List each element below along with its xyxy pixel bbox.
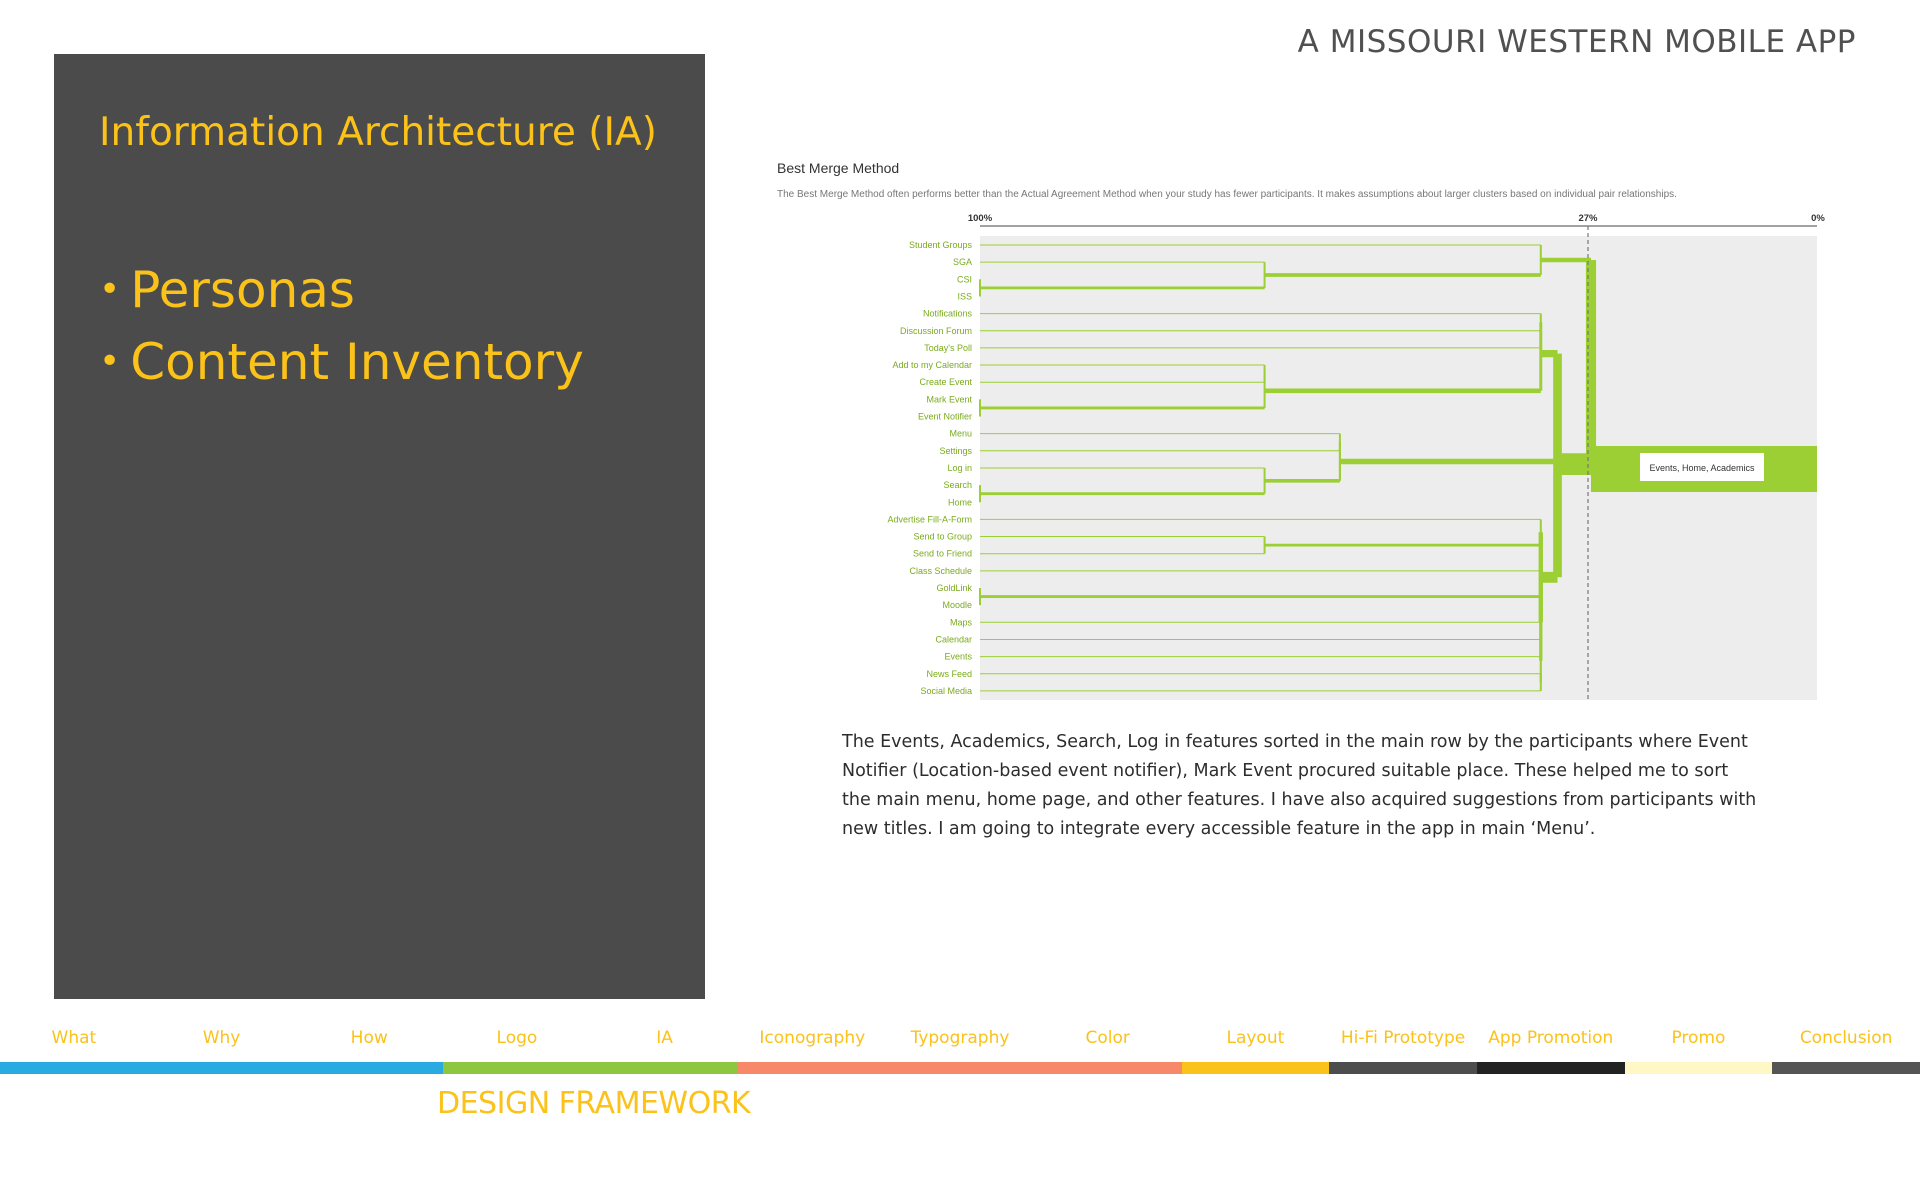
leaf-label: Event Notifier <box>917 411 972 422</box>
leaf-label: Send to Friend <box>912 548 972 559</box>
leaf-label: Calendar <box>935 634 972 645</box>
panel-item-label: Content Inventory <box>130 333 584 391</box>
leaf-label: Class Schedule <box>909 565 972 576</box>
panel-item-content-inventory <box>99 326 584 398</box>
leaf-label: Create Event <box>919 377 972 388</box>
cluster-label: Events, Home, Academics <box>1649 463 1755 473</box>
nav-color-bar <box>591 1062 740 1074</box>
nav-item-what[interactable]: What <box>51 1028 97 1048</box>
section-nav <box>0 1028 1920 1058</box>
nav-color-bar <box>1772 1062 1920 1074</box>
dendrogram-title: Best Merge Method <box>777 160 900 176</box>
nav-color-bar <box>1034 1062 1183 1074</box>
leaf-label: Log in <box>947 462 972 473</box>
description-text: The Events, Academics, Search, Log in features sorted in the main row by the participants where Event Notifier (Location-based event notifier), Mark Event procured suitable place. These helped me to sort the main menu, home page, and other features. I have also acquired suggestions from participants with new titles. I am going to integrate every accessible feature in the app in main ‘Menu’. <box>842 732 1757 839</box>
leaf-label: SGA <box>952 257 972 268</box>
axis-label-right: 0% <box>1811 213 1825 224</box>
panel-list <box>99 254 584 398</box>
leaf-label: GoldLink <box>936 583 972 593</box>
leaf-label: Send to Group <box>913 531 972 542</box>
leaf-label: Settings <box>939 445 972 456</box>
nav-item-color[interactable]: Color <box>1085 1028 1130 1048</box>
nav-color-bar <box>1477 1062 1626 1074</box>
nav-item-app-promotion[interactable]: App Promotion <box>1488 1028 1614 1048</box>
nav-color-bar <box>0 1062 149 1074</box>
nav-item-promo[interactable]: Promo <box>1671 1028 1726 1048</box>
panel-item-label: Personas <box>130 261 355 319</box>
dendrogram-chart <box>770 150 1830 710</box>
page-title: A MISSOURI WESTERN MOBILE APP <box>1297 24 1856 60</box>
leaf-label: Maps <box>949 617 972 628</box>
nav-color-bar <box>886 1062 1035 1074</box>
leaf-label: Social Media <box>920 685 972 696</box>
section-nav-bars <box>0 1062 1920 1074</box>
dendrogram-leaves <box>887 240 972 696</box>
nav-item-hi-fi-prototype[interactable]: Hi-Fi Prototype <box>1340 1028 1466 1048</box>
nav-color-bar <box>295 1062 444 1074</box>
nav-item-conclusion[interactable]: Conclusion <box>1799 1028 1893 1048</box>
nav-item-ia[interactable]: IA <box>656 1028 673 1048</box>
leaf-label: Discussion Forum <box>899 325 972 336</box>
leaf-label: ISS <box>957 291 972 302</box>
nav-color-bar <box>1625 1062 1774 1074</box>
nav-color-bar <box>443 1062 592 1074</box>
nav-color-bar <box>1329 1062 1478 1074</box>
axis-label-marker: 27% <box>1578 213 1598 224</box>
leaf-label: Student Groups <box>908 240 972 250</box>
leaf-label: Events <box>944 651 972 662</box>
nav-item-why[interactable]: Why <box>202 1028 241 1048</box>
panel-heading: Information Architecture (IA) <box>99 110 657 155</box>
section-panel <box>54 54 705 999</box>
bullet-icon: • <box>99 269 121 310</box>
leaf-label: Mark Event <box>926 394 972 405</box>
nav-item-iconography[interactable]: Iconography <box>759 1028 866 1048</box>
leaf-label: Moodle <box>942 600 972 611</box>
nav-color-bar <box>1182 1062 1331 1074</box>
nav-item-typography[interactable]: Typography <box>910 1028 1010 1048</box>
footer-label: DESIGN FRAMEWORK <box>437 1086 751 1121</box>
leaf-label: Today's Poll <box>924 342 972 353</box>
leaf-label: CSI <box>956 274 972 285</box>
nav-item-logo[interactable]: Logo <box>496 1028 538 1048</box>
panel-item-personas <box>99 254 584 326</box>
nav-item-layout[interactable]: Layout <box>1226 1028 1285 1048</box>
leaf-label: Notifications <box>922 308 972 319</box>
leaf-label: Menu <box>949 428 972 439</box>
bullet-icon: • <box>99 341 121 382</box>
leaf-label: Search <box>943 480 972 491</box>
leaf-label: Add to my Calendar <box>892 360 972 371</box>
dendrogram-subtitle: The Best Merge Method often performs better than the Actual Agreement Method when your study has fewer participants. It makes assumptions about larger clusters based on individual pair relationships. <box>777 189 1677 200</box>
axis-label-left: 100% <box>967 213 993 224</box>
nav-color-bar <box>738 1062 887 1074</box>
leaf-label: Advertise Fill-A-Form <box>887 514 972 525</box>
nav-color-bar <box>148 1062 297 1074</box>
leaf-label: News Feed <box>926 668 972 679</box>
nav-item-how[interactable]: How <box>350 1028 388 1048</box>
leaf-label: Home <box>947 497 972 508</box>
